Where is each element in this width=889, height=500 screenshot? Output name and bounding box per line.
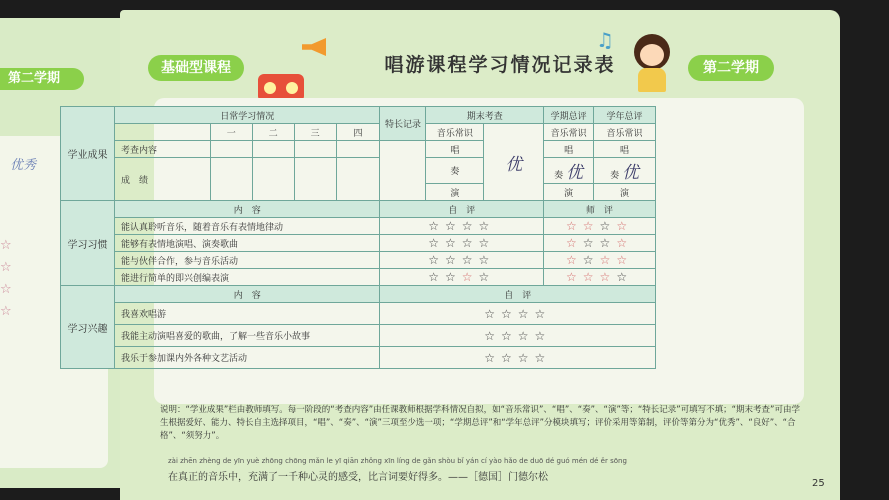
term-item: 音乐常识 bbox=[544, 124, 594, 141]
year-item: 唱 bbox=[594, 141, 656, 158]
specialty-cell bbox=[380, 141, 426, 201]
habit-teacher-header: 师 评 bbox=[544, 201, 656, 218]
habit-content-header: 内 容 bbox=[114, 201, 380, 218]
girl-singer-icon bbox=[626, 34, 676, 92]
teacher-rating-stars: ☆☆☆☆ bbox=[544, 218, 656, 235]
stage-col: 四 bbox=[336, 124, 380, 141]
interest-rating-stars: ☆☆☆☆ bbox=[380, 303, 656, 325]
quote-pinyin: zài zhēn zhèng de yīn yuè zhōng chōng mǎn le yī qiān zhǒng xīn líng de gǎn shòu bǐ yán cí yào hǎo de duō dé guó mén dé ěr sōng bbox=[168, 457, 627, 465]
interest-label: 学习兴趣 bbox=[61, 286, 115, 369]
music-quote: 在真正的音乐中，充满了一千种心灵的感受，比言词要好得多。——［德国］门德尔松 bbox=[168, 472, 548, 483]
term-item: 唱 bbox=[544, 141, 594, 158]
interest-item: 我喜欢唱游 bbox=[114, 303, 380, 325]
interest-item: 我能主动演唱喜爱的歌曲，了解一些音乐小故事 bbox=[114, 325, 380, 347]
left-star: ☆ bbox=[0, 238, 12, 253]
teacher-rating-stars: ☆☆☆☆ bbox=[544, 269, 656, 286]
exam-item: 音乐常识 bbox=[426, 124, 484, 141]
stage-col: 三 bbox=[294, 124, 336, 141]
term-item: 演 bbox=[544, 184, 594, 201]
year-item: 音乐常识 bbox=[594, 124, 656, 141]
exam-item: 奏 bbox=[426, 158, 484, 184]
teacher-rating-stars: ☆☆☆☆ bbox=[544, 235, 656, 252]
self-rating-stars: ☆☆☆☆ bbox=[380, 252, 544, 269]
term-item: 奏 优 bbox=[544, 158, 594, 184]
left-star: ☆ bbox=[0, 304, 12, 319]
record-table bbox=[60, 106, 656, 369]
habit-item: 能与伙伴合作，参与音乐活动 bbox=[114, 252, 380, 269]
handwritten-grade: 优 bbox=[505, 154, 523, 175]
habit-item: 能认真聆听音乐，随着音乐有表情地律动 bbox=[114, 218, 380, 235]
self-rating-stars: ☆☆☆☆ bbox=[380, 218, 544, 235]
exam-grade-cell bbox=[484, 124, 544, 201]
year-item: 奏 优 bbox=[594, 158, 656, 184]
music-note-icon: ♫ bbox=[596, 28, 614, 52]
final-exam-header: 期末考查 bbox=[426, 107, 544, 124]
horn-icon bbox=[302, 38, 326, 56]
self-rating-stars: ☆☆☆☆ bbox=[380, 269, 544, 286]
stage-col: 二 bbox=[252, 124, 294, 141]
left-term-ribbon: 第二学期 bbox=[0, 68, 84, 90]
handwritten-grade: 优 bbox=[566, 163, 584, 183]
left-handwriting: 优秀 bbox=[10, 158, 37, 173]
academic-label: 学业成果 bbox=[61, 107, 115, 201]
interest-rating-stars: ☆☆☆☆ bbox=[380, 347, 656, 369]
self-rating-stars: ☆☆☆☆ bbox=[380, 235, 544, 252]
teacher-rating-stars: ☆☆☆☆ bbox=[544, 252, 656, 269]
habit-self-header: 自 评 bbox=[380, 201, 544, 218]
daily-header: 日常学习情况 bbox=[114, 107, 380, 124]
interest-content-header: 内 容 bbox=[114, 286, 380, 303]
interest-item: 我乐于参加课内外各种文艺活动 bbox=[114, 347, 380, 369]
course-type-ribbon: 基础型课程 bbox=[148, 55, 244, 81]
instructions-note: 说明：“学业成果”栏由教师填写。每一阶段的“考查内容”由任课教师根据学科情况自拟，如“音乐常识”、“唱”、“奏”、“演”等；“特长记录”可填写不填；“期末考查”可由学生根据爱好、能力、特长自主选择项目，“唱”、“奏”、“演”三项至少选一项；“学期总评”和“学年总评”分模块填写；评价采用等第制，评价等第分为“优秀”、“良好”、“合格”、“须努力”。 bbox=[160, 405, 800, 441]
term-ribbon: 第二学期 bbox=[688, 55, 774, 81]
row-content-label: 考查内容 bbox=[114, 141, 210, 158]
row-grade-label: 成 绩 bbox=[114, 158, 210, 201]
habit-item: 能够有表情地演唱、演奏歌曲 bbox=[114, 235, 380, 252]
year-item: 演 bbox=[594, 184, 656, 201]
habit-label: 学习习惯 bbox=[61, 201, 115, 286]
interest-self-header: 自 评 bbox=[380, 286, 656, 303]
exam-item: 唱 bbox=[426, 141, 484, 158]
page-title: 唱游课程学习情况记录表 bbox=[384, 54, 616, 76]
left-star: ☆ bbox=[0, 282, 12, 297]
year-eval-header: 学年总评 bbox=[594, 107, 656, 124]
specialty-header: 特长记录 bbox=[380, 107, 426, 141]
handwritten-grade: 优 bbox=[621, 163, 639, 183]
interest-rating-stars: ☆☆☆☆ bbox=[380, 325, 656, 347]
stage-col: 一 bbox=[210, 124, 252, 141]
term-eval-header: 学期总评 bbox=[544, 107, 594, 124]
page-number: 25 bbox=[812, 478, 825, 489]
habit-item: 能进行简单的即兴创编表演 bbox=[114, 269, 380, 286]
exam-item: 演 bbox=[426, 184, 484, 201]
left-star: ☆ bbox=[0, 260, 12, 275]
